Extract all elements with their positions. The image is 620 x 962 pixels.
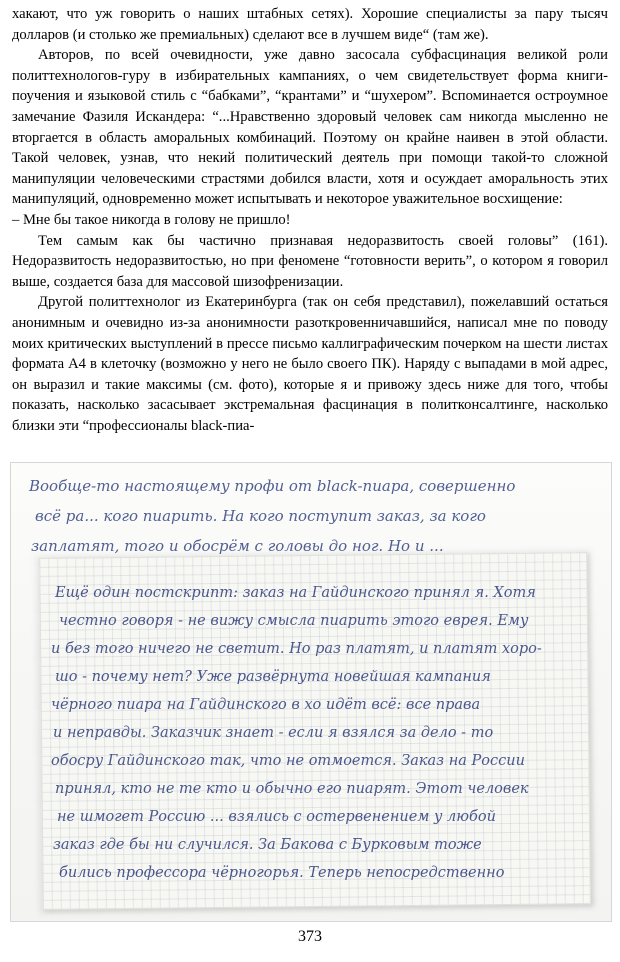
- handwriting-body-line-3: и без того ничего не светит. Но раз платят, и платят хоро-: [51, 641, 542, 657]
- handwriting-body-line-6: и неправды. Заказчик знает - если я взялся за дело - то: [53, 725, 494, 741]
- handwriting-body-line-10: заказ где бы ни случился. За Бакова с Бурковым тоже: [53, 837, 482, 853]
- handwriting-body-line-8: принял, кто не те кто и обычно его пиарят. Этот человек: [55, 781, 529, 797]
- handwriting-body-line-9: не шмогет Россию ... взялись с остервенением у любой: [57, 809, 496, 825]
- handwritten-letter-photo: [10, 462, 612, 922]
- handwriting-top-line-1: Вообще-то настоящему профи от black-пиара, совершенно: [29, 477, 516, 495]
- paragraph-5: Другой политтехнолог из Екатеринбурга (так он себя представил), пожелавший остаться анонимным и очевидно из-за анонимности разоткровенничавшийся, написал мне по поводу моих критических выступлений в прессе письмо каллиграфическим почерком на шести листах формата А4 в клеточку (возможно у него не было своего ПК). Наряду с выпадами в мой адрес, он выразил и такие максимы (см. фото), которые я и привожу здесь ниже для того, чтобы показать, насколько засасывает экстремальная фасцинация в политконсалтинге, насколько близки эти “профессионалы black-пиа-: [12, 294, 608, 434]
- handwriting-top-line-2: всё ра... кого пиарить. На кого поступит заказ, за кого: [35, 507, 486, 525]
- handwriting-body-line-5: чёрного пиара на Гайдинского в хо идёт всё: все права: [51, 697, 481, 713]
- paragraph-2: Авторов, по всей очевидности, уже давно засосала субфасцинация великой роли политтехнологов-гуру в избирательных кампаниях, о чем свидетельствует форма книги-поучения и языковой стиль с “бабками”, “крантами” и “шухером”. Вспоминается остроумное замечание Фазиля Искандера: “...Нравственно здоровый человек сам никогда мысленно не вторгается в область аморальных комбинаций. Поэтому он крайне наивен в этой области. Такой человек, узнав, что некий политический деятель при помощи такой-то сложной манипуляции человеческими страстями добился власти, хотя и осуждает аморальность этих манипуляций, одновременно может испытывать и некоторое уважительное восхищение:: [12, 47, 608, 208]
- handwriting-body-line-7: обосру Гайдинского так, что не отмоется. Заказ на России: [51, 753, 525, 769]
- body-text: [12, 4, 608, 436]
- page-number: 373: [298, 928, 322, 945]
- grid-paper-note: [39, 552, 591, 910]
- handwriting-body-line-1: Ещё один постскрипт: заказ на Гайдинского принял я. Хотя: [55, 585, 536, 601]
- handwriting-top-line-3: заплатят, того и обосрём с головы до ног. Но и ...: [31, 537, 444, 555]
- paragraph-1: хакают, что уж говорить о наших штабных сетях). Хорошие специалисты за пару тысяч долларов (и столько же премиальных) сделают все в лучшем виде“ (там же).: [12, 6, 608, 43]
- handwriting-body-line-11: бились профессора чёрногорья. Теперь непосредственно: [59, 865, 505, 881]
- handwriting-body-line-2: честно говоря - не вижу смысла пиарить этого еврея. Ему: [59, 613, 529, 629]
- paragraph-3: – Мне бы такое никогда в голову не пришло!: [12, 211, 291, 228]
- handwriting-body-line-4: шо - почему нет? Уже развёрнута новейшая кампания: [55, 669, 491, 685]
- paragraph-4: Тем самым как бы частично признавая недоразвитость своей головы” (161). Недоразвитость недоразвитостью, но при феномене “готовности верить”, о котором я говорил выше, создается база для массовой шизофренизации.: [12, 232, 608, 290]
